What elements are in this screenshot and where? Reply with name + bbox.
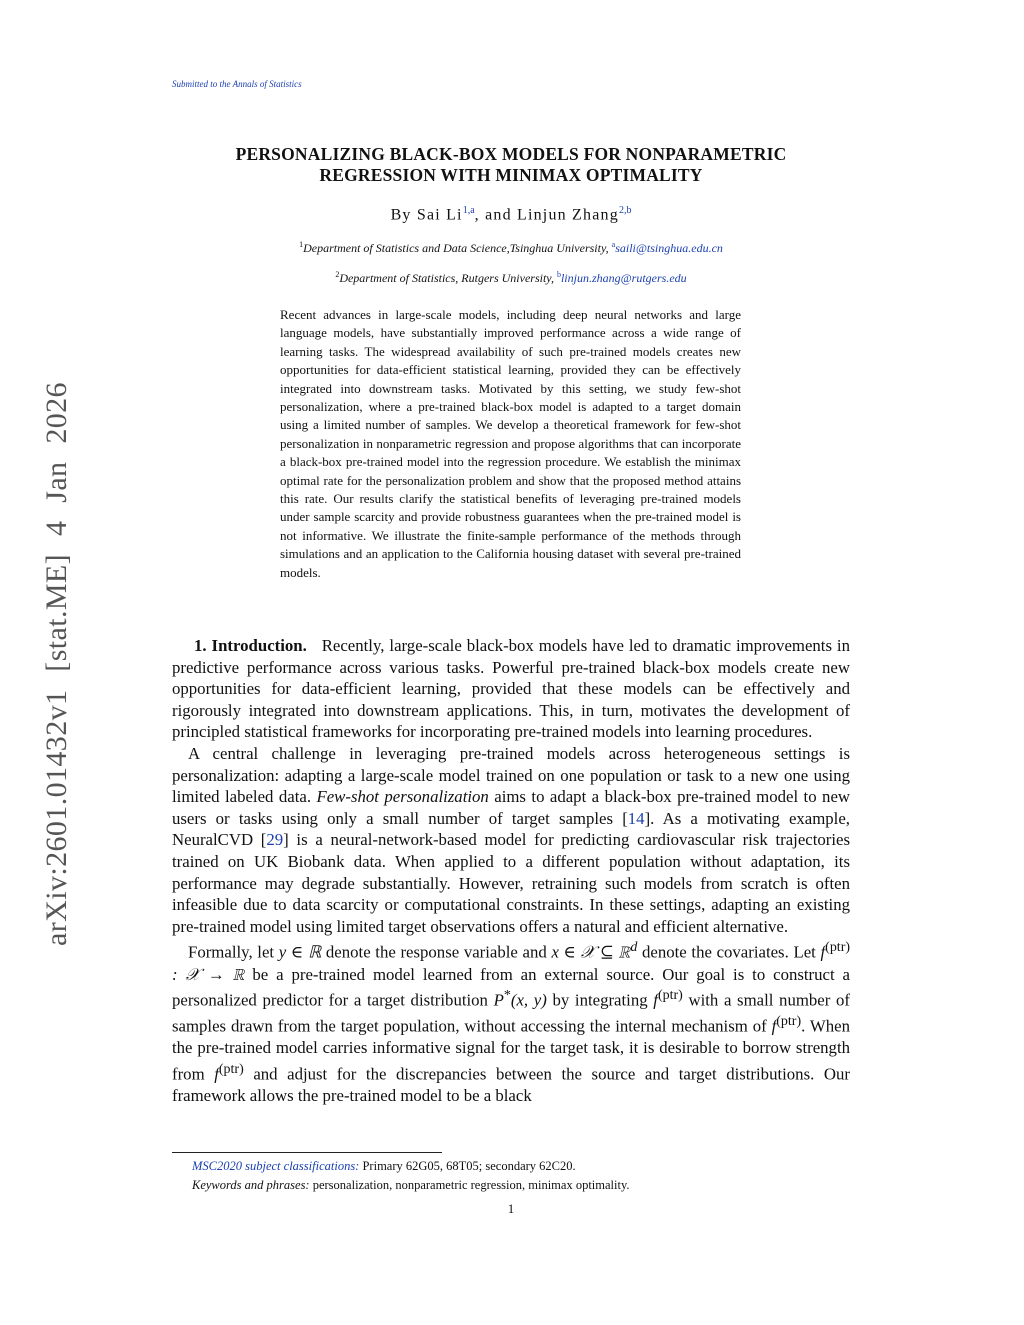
email-2-mark: b <box>556 270 561 279</box>
author-1-sup: 1,a <box>462 205 475 216</box>
intro-p3-s4: be a pre-trained model learned from an external source. Our goal is to construct a personalized predictor for a target distribution <box>172 964 850 1010</box>
intro-p2-a: A central challenge in leveraging pre-trained models across heterogeneous settings is personalization: adapting a large-scale model trained on one population or task to a new one using limited labeled data. <box>172 743 850 807</box>
footnote-rule <box>172 1152 442 1153</box>
intro-p1-text: Recently, large-scale black-box models have led to dramatic improvements in predictive performance across various tasks. Powerful pre-trained black-box models create new opportunities for data-efficient learning, provided that these models can be effectively and rigorously integrated into downstream applications. This, in turn, motivates the development of principled statistical frameworks for incorporating pre-trained models into learning procedures. <box>172 636 850 742</box>
math-ptr-4: (ptr) <box>218 1062 244 1078</box>
running-head: Submitted to the Annals of Statistics <box>172 79 302 89</box>
email-1-link[interactable]: saili@tsinghua.edu.cn <box>615 241 723 255</box>
math-f: f <box>820 942 826 962</box>
math-f-2: f <box>653 990 658 1010</box>
math-map: : 𝒳 → ℝ <box>172 964 245 984</box>
email-2-link[interactable]: linjun.zhang@rutgers.edu <box>560 271 687 285</box>
keywords-text: personalization, nonparametric regression, minimax optimality. <box>312 1178 630 1192</box>
keywords-label: Keywords and phrases: <box>192 1178 310 1192</box>
affiliation-2-num: 2 <box>335 270 340 279</box>
paper-title <box>172 144 850 186</box>
abstract: Recent advances in large-scale models, including deep neural networks and large language models, have substantially improved performance across a wide range of learning tasks. The widespread availability of such pre-trained models creates new opportunities for data-efficient statistical learning, provided they can be effectively integrated into downstream tasks. Motivated by this setting, we study few-shot personalization, where a pre-trained black-box model is adapted to a target domain using a limited number of samples. We develop a theoretical framework for few-shot personalization in nonparametric regression and propose algorithms that can incorporate a black-box pre-trained model into the regression procedure. We establish the minimax optimal rate for the personalization problem and show that the proposed method attains this rate. Our results clarify the statistical benefits of leveraging pre-trained models under sample scarcity and provide robustness guarantees when the pre-trained model is not informative. We illustrate the finite-sample performance of the methods through simulations and an application to the California housing dataset with several pre-trained models. <box>280 307 741 580</box>
msc-link[interactable]: MSC2020 subject classifications: <box>192 1159 360 1173</box>
footnote-keywords <box>172 1178 850 1193</box>
by-word: By <box>390 206 412 224</box>
math-ptr: (ptr) <box>825 940 851 956</box>
and-word: , and <box>474 206 512 224</box>
arxiv-identifier: arXiv:2601.01432v1 [stat.ME] 4 Jan 2026 <box>40 382 73 946</box>
intro-p3-s7: . When the pre-trained model carries informative signal for the target task, it is desirable to borrow strength from <box>172 1016 850 1084</box>
affiliation-1-num: 1 <box>299 240 304 249</box>
affiliation-1 <box>172 240 850 256</box>
intro-p3-s8: and adjust for the discrepancies between the source and target distributions. Our framework allows the pre-trained model to be a black <box>172 1064 850 1106</box>
author-2-sup: 2,b <box>618 205 632 216</box>
intro-paragraph-1 <box>172 635 850 743</box>
introduction-section <box>172 635 850 1107</box>
math-ptr-2: (ptr) <box>657 988 683 1004</box>
email-1-mark: a <box>611 240 616 249</box>
math-ptr-3: (ptr) <box>776 1014 802 1030</box>
page-number: 1 <box>507 1201 515 1216</box>
intro-p2-c: ]. As a motivating example, NeuralCVD [ <box>172 808 850 850</box>
intro-p3-s6: with a small number of samples drawn from the target population, without accessing the internal mechanism of <box>172 990 850 1036</box>
intro-p2-d: ] is a neural-network-based model for predicting cardiovascular risk trajectories trained on UK Biobank data. When applied to a different population without adaptation, its performance may degrade substantially. However, retraining such models from scratch is often infeasible due to data scarcity or computational constraints. In these settings, adapting an existing pre-trained model using limited target observations offers a natural and efficient alternative. <box>172 830 850 936</box>
math-f-3: f <box>771 1016 777 1036</box>
intro-paragraph-3 <box>172 937 850 1107</box>
citation-14-link[interactable]: 14 <box>627 808 645 828</box>
math-P-args: (x, y) <box>510 990 547 1010</box>
footnote-msc <box>172 1159 850 1174</box>
title-line-2: REGRESSION WITH MINIMAX OPTIMALITY <box>319 165 703 185</box>
affiliation-1-text: Department of Statistics and Data Science,Tsinghua University, <box>303 241 609 255</box>
author-list <box>172 205 850 224</box>
intro-p2-b: aims to adapt a black-box pre-trained model to new users or tasks using only a small number of target samples [ <box>172 787 851 828</box>
intro-p2-term: Few-shot personalization <box>316 787 489 807</box>
math-P: P <box>493 990 504 1010</box>
intro-p3-s5: by integrating <box>552 990 648 1010</box>
citation-29-link[interactable]: 29 <box>266 830 284 850</box>
math-f-4: f <box>214 1064 219 1084</box>
intro-paragraph-2 <box>172 743 850 937</box>
msc-text: Primary 62G05, 68T05; secondary 62C20. <box>362 1159 576 1173</box>
intro-p3-s1: Formally, let <box>188 942 275 962</box>
intro-p3-s3: denote the covariates. Let <box>642 942 816 962</box>
math-x-in-X: x ∈ 𝒳 ⊆ ℝ <box>551 942 631 962</box>
affiliation-2 <box>172 270 850 286</box>
intro-p3-s2: denote the response variable and <box>325 942 547 962</box>
math-P-star: * <box>503 988 511 1004</box>
math-y-in-R: y ∈ ℝ <box>278 942 322 962</box>
title-line-1: PERSONALIZING BLACK-BOX MODELS FOR NONPARAMETRIC <box>235 144 787 164</box>
section-heading: 1. Introduction. <box>194 636 307 655</box>
math-d: d <box>630 940 638 956</box>
author-1: Sai Li <box>416 206 463 224</box>
author-2: Linjun Zhang <box>516 206 619 224</box>
affiliation-2-text: Department of Statistics, Rutgers University, <box>339 271 554 285</box>
